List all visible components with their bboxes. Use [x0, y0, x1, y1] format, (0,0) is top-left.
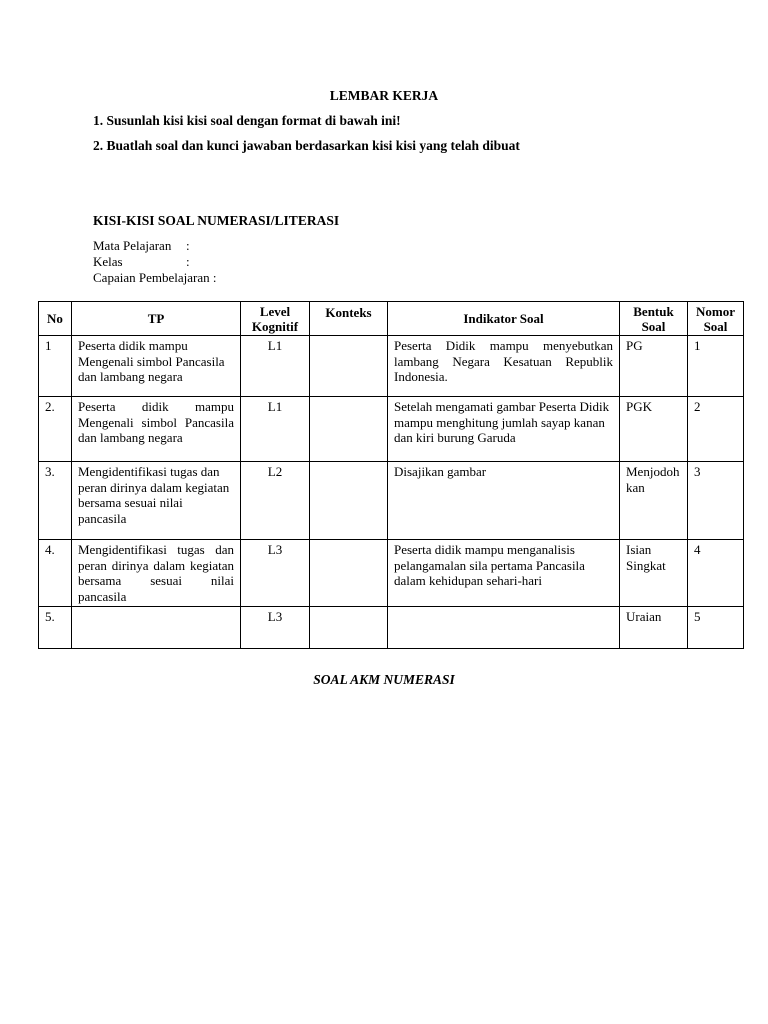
cell-level: L3 — [241, 540, 310, 607]
cell-indikator — [388, 607, 620, 649]
cell-tp: Mengidentifikasi tugas dan peran dirinya dalam kegiatan bersama sesuai nilai pancasila — [72, 462, 241, 540]
field-colon: : — [186, 238, 190, 253]
cell-konteks — [310, 336, 388, 397]
field-capaian-pembelajaran — [93, 270, 216, 286]
cell-nomor: 4 — [688, 540, 744, 607]
cell-nomor: 5 — [688, 607, 744, 649]
cell-no: 3. — [39, 462, 72, 540]
cell-nomor: 3 — [688, 462, 744, 540]
cell-no: 1 — [39, 336, 72, 397]
instruction-2: 2. Buatlah soal dan kunci jawaban berdasarkan kisi kisi yang telah dibuat — [93, 138, 520, 153]
field-kelas — [93, 254, 190, 270]
table-header-row — [39, 302, 744, 336]
cell-bentuk: Uraian — [620, 607, 688, 649]
field-label: Mata Pelajaran — [93, 238, 172, 253]
cell-indikator: Setelah mengamati gambar Peserta Didik mampu menghitung jumlah sayap kanan dan kiri burung Garuda — [388, 397, 620, 462]
cell-nomor: 2 — [688, 397, 744, 462]
header-konteks: Konteks — [310, 302, 388, 336]
field-mata-pelajaran — [93, 238, 190, 254]
header-level-kognitif: Level Kognitif — [241, 302, 310, 336]
field-label: Capaian Pembelajaran — [93, 270, 210, 285]
table-row — [39, 462, 744, 540]
cell-bentuk: PGK — [620, 397, 688, 462]
section-title-soal-akm: SOAL AKM NUMERASI — [313, 672, 455, 687]
cell-konteks — [310, 540, 388, 607]
cell-level: L1 — [241, 336, 310, 397]
cell-tp: Peserta didik mampu Mengenali simbol Pancasila dan lambang negara — [72, 336, 241, 397]
cell-level: L2 — [241, 462, 310, 540]
cell-bentuk: Isian Singkat — [620, 540, 688, 607]
cell-konteks — [310, 462, 388, 540]
cell-nomor: 1 — [688, 336, 744, 397]
cell-konteks — [310, 397, 388, 462]
table-row — [39, 540, 744, 607]
table-row — [39, 397, 744, 462]
table-row — [39, 607, 744, 649]
cell-tp: Mengidentifikasi tugas dan peran dirinya dalam kegiatan bersama sesuai nilai pancasila — [72, 540, 241, 607]
cell-bentuk: Menjodohkan — [620, 462, 688, 540]
cell-tp — [72, 607, 241, 649]
table-row — [39, 336, 744, 397]
section-title: KISI-KISI SOAL NUMERASI/LITERASI — [93, 213, 340, 228]
header-bentuk-soal: Bentuk Soal — [620, 302, 688, 336]
header-no: No — [39, 302, 72, 336]
cell-level: L1 — [241, 397, 310, 462]
field-colon: : — [186, 254, 190, 269]
header-nomor-soal: Nomor Soal — [688, 302, 744, 336]
field-colon: : — [212, 270, 217, 285]
kisi-kisi-table — [38, 301, 744, 649]
header-indikator-soal: Indikator Soal — [388, 302, 620, 336]
cell-no: 5. — [39, 607, 72, 649]
cell-bentuk: PG — [620, 336, 688, 397]
cell-indikator: Peserta didik mampu menganalisis pelangamalan sila pertama Pancasila dalam kehidupan sehari-hari — [388, 540, 620, 607]
instruction-1: 1. Susunlah kisi kisi soal dengan format di bawah ini! — [93, 113, 401, 128]
cell-no: 4. — [39, 540, 72, 607]
cell-tp: Peserta didik mampu Mengenali simbol Pancasila dan lambang negara — [72, 397, 241, 462]
header-tp: TP — [72, 302, 241, 336]
cell-indikator: Peserta Didik mampu menyebutkan lambang Negara Kesatuan Republik Indonesia. — [388, 336, 620, 397]
page-title: LEMBAR KERJA — [329, 88, 439, 103]
cell-no: 2. — [39, 397, 72, 462]
cell-level: L3 — [241, 607, 310, 649]
cell-konteks — [310, 607, 388, 649]
field-label: Kelas — [93, 254, 123, 269]
cell-indikator: Disajikan gambar — [388, 462, 620, 540]
